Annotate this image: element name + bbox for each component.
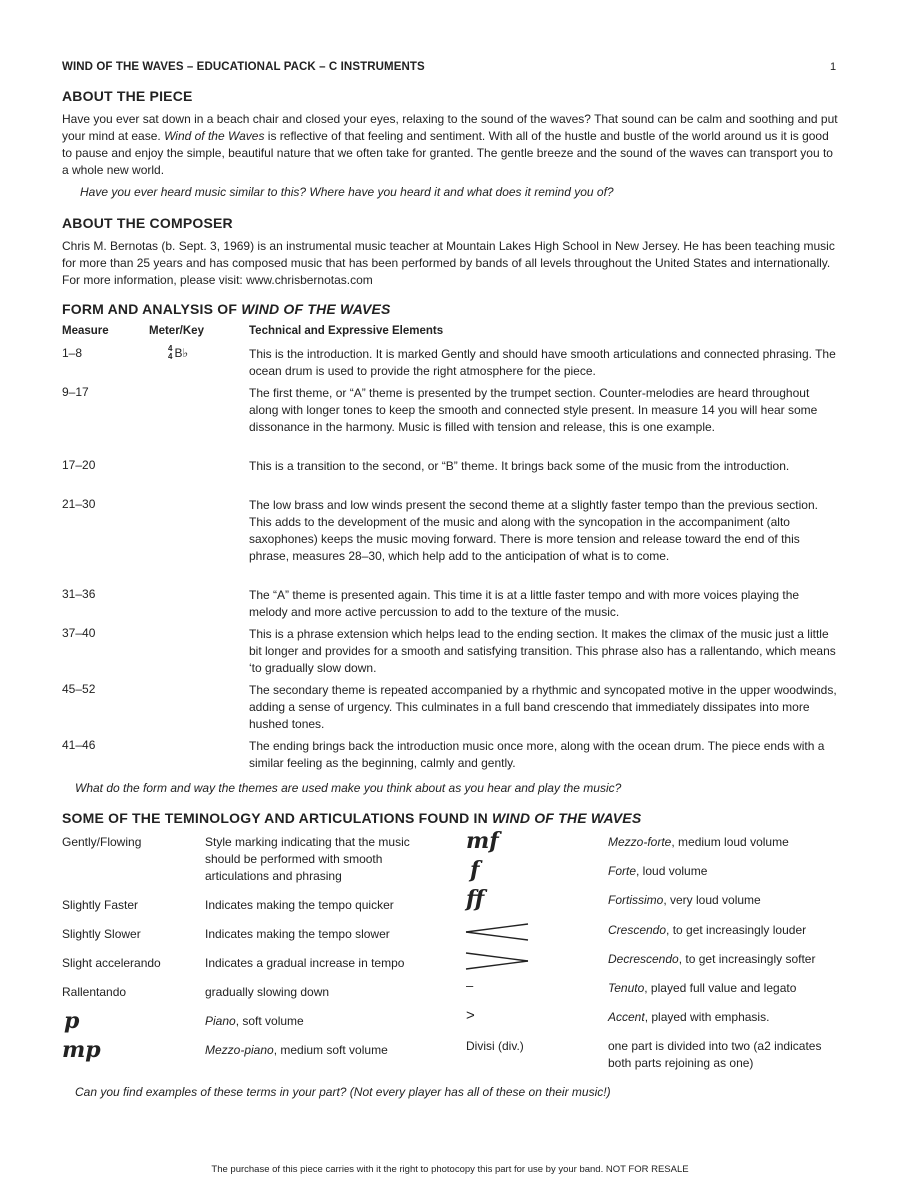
column-header-meter-key: Meter/Key [149, 325, 204, 337]
term-label: Slight accelerando [62, 956, 161, 970]
form-row-measure: 1–8 [62, 346, 83, 360]
terminology-heading-title: WIND OF THE WAVES [492, 810, 642, 826]
term-name-italic: Forte [608, 864, 637, 878]
term-name-italic: Decrescendo [608, 952, 679, 966]
term-name-italic: Fortissimo [608, 893, 664, 907]
form-row-text: The low brass and low winds present the second theme at a slightly faster tempo than the previous section. This adds to the development of the music and along with the syncopation in the accompaniment (alto saxophones) keeps the music moving forward. There is more tension and release toward the end of this phrase, measures 28–30, which help add to the anticipation of what is to come. [249, 498, 818, 563]
decrescendo-hairpin-icon [464, 951, 530, 971]
about-composer-heading: ABOUT THE COMPOSER [62, 215, 233, 231]
form-row-text: This is the introduction. It is marked Gently and should have smooth articulations and connected phrasing. The ocean drum is used to provide the right atmosphere for the piece. [249, 347, 836, 378]
term-label: Gently/Flowing [62, 835, 142, 849]
time-signature-bottom: 4 [168, 352, 173, 361]
time-signature-top: 4 [168, 344, 173, 353]
about-composer-paragraph: Chris M. Bernotas (b. Sept. 3, 1969) is an instrumental music teacher at Mountain Lakes High School in New Jersey. He has been teaching music for more than 25 years and has composed music that has been performed by bands of all levels throughout the United States and internationally. For more information, please visit: www.chrisbernotas.com [62, 239, 835, 287]
accent-symbol: > [466, 1007, 475, 1024]
footer-notice: The purchase of this piece carries with it the right to photocopy this part for use by your band. NOT FOR RESALE [211, 1164, 689, 1175]
column-header-elements: Technical and Expressive Elements [249, 325, 444, 337]
column-header-measure: Measure [62, 325, 109, 337]
term-desc-text: , very loud volume [663, 893, 761, 907]
term-name-italic: Tenuto [608, 981, 645, 995]
about-piece-question: Have you ever heard music similar to this? Where have you heard it and what does it remind you of? [80, 185, 614, 199]
term-name-italic: Mezzo-forte [608, 835, 672, 849]
symbol-description [608, 980, 842, 997]
symbol-description [608, 1009, 842, 1026]
form-row-measure: 45–52 [62, 682, 96, 696]
form-row-text: The secondary theme is repeated accompanied by a rhythmic and syncopated motive in the upper woodwinds, adding a sense of urgency. This culminates in a full band crescendo that immediately dissipates into more hushed tones. [249, 683, 837, 731]
form-row-text: The first theme, or “A” theme is presented by the trumpet section. Counter-melodies are heard throughout along with longer tones to keep the smooth and connected style present. In measure 14 you will hear some dissonance in the harmony. Music is filled with tension and release, this is one example. [249, 386, 818, 434]
form-row-measure: 21–30 [62, 497, 96, 511]
term-name-italic: Crescendo [608, 923, 667, 937]
divisi-term: Divisi (div.) [466, 1039, 524, 1053]
time-signature [168, 345, 172, 361]
form-row-measure: 37–40 [62, 626, 96, 640]
symbol-description [608, 951, 842, 968]
form-row-measure: 17–20 [62, 458, 96, 472]
about-piece-text-a: Have you ever sat down in a beach chair and closed your eyes, relaxing to the sound of the waves? That sound can be calm and soothing and put your mind at ease. [62, 112, 838, 143]
form-analysis-heading [62, 301, 391, 317]
symbol-description [608, 834, 842, 851]
form-question: What do the form and way the themes are used make you think about as you hear and play the music? [75, 781, 622, 795]
about-piece-paragraph [62, 111, 840, 179]
term-desc-text: , to get increasingly softer [678, 952, 816, 966]
term-desc-text: , played with emphasis. [644, 1010, 770, 1024]
about-piece-text-b: is reflective of that feeling and sentiment. With all of the hustle and bustle of the world around us it is good to pause and enjoy the simple, beautiful nature that we often take for granted. The gentle breeze and the sound of the waves can transport you to a whole new world. [62, 129, 833, 177]
term-description: Style marking indicating that the music should be performed with smooth articulations and phrasing [205, 835, 410, 883]
form-row-text: The ending brings back the introduction music once more, along with the ocean drum. The piece ends with a similar feeling as the beginning, calmly and gently. [249, 739, 825, 770]
term-label: Slightly Faster [62, 898, 139, 912]
page-number: 1 [830, 61, 837, 73]
form-row-text: This is a transition to the second, or “B” theme. It brings back some of the music from the introduction. [249, 459, 790, 473]
forte-symbol: f [470, 857, 480, 883]
term-description: Indicates making the tempo quicker [205, 898, 394, 912]
term-description [205, 1013, 415, 1030]
symbol-description [608, 922, 842, 939]
term-desc-text: , soft volume [235, 1014, 304, 1028]
form-row-measure: 9–17 [62, 385, 89, 399]
about-piece-heading: ABOUT THE PIECE [62, 88, 193, 104]
term-name-italic: Piano [205, 1014, 236, 1028]
form-row-text: This is a phrase extension which helps lead to the ending section. It makes the climax of the music just a little bit longer and provides for a smooth and satisfying transition. This phrase also has a rallentando, which means ‘to gradually slow down. [249, 627, 836, 675]
key-signature: B♭ [174, 346, 189, 360]
term-desc-text: , medium loud volume [671, 835, 789, 849]
mezzo-forte-symbol: mf [466, 828, 499, 854]
fortissimo-symbol: ff [466, 886, 485, 912]
form-heading-text: FORM AND ANALYSIS OF [62, 301, 242, 317]
terminology-question: Can you find examples of these terms in your part? (Not every player has all of these on their music!) [75, 1085, 611, 1099]
term-desc-text: , medium soft volume [273, 1043, 388, 1057]
piece-title-italic: Wind of the Waves [164, 129, 265, 143]
term-desc-text: , played full value and legato [644, 981, 797, 995]
term-description [205, 1042, 415, 1059]
piano-symbol: p [64, 1008, 80, 1034]
term-name-italic: Accent [608, 1010, 645, 1024]
symbol-description [608, 892, 842, 909]
document-header-title: WIND OF THE WAVES – EDUCATIONAL PACK – C INSTRUMENTS [62, 61, 425, 73]
terminology-heading [62, 810, 641, 826]
crescendo-hairpin-icon [464, 922, 530, 942]
term-desc-text: , to get increasingly louder [666, 923, 807, 937]
term-description: gradually slowing down [205, 985, 330, 999]
symbol-description [608, 863, 842, 880]
form-heading-title: WIND OF THE WAVES [241, 301, 391, 317]
form-row-measure: 31–36 [62, 587, 96, 601]
terminology-heading-text: SOME OF THE TEMINOLOGY AND ARTICULATIONS FOUND IN [62, 810, 492, 826]
term-label: Rallentando [62, 985, 127, 999]
term-description: Indicates a gradual increase in tempo [205, 956, 405, 970]
term-label: Slightly Slower [62, 927, 141, 941]
term-desc-text: , loud volume [636, 864, 708, 878]
form-row-measure: 41–46 [62, 738, 96, 752]
symbol-description: one part is divided into two (a2 indicates both parts rejoining as one) [608, 1039, 822, 1070]
tenuto-symbol: – [466, 978, 474, 993]
term-name-italic: Mezzo-piano [205, 1043, 274, 1057]
time-signature-key [168, 345, 188, 361]
form-row-text: The “A” theme is presented again. This time it is at a little faster tempo and with more voices playing the melody and more active percussion to add to the texture of the music. [249, 588, 800, 619]
term-description: Indicates making the tempo slower [205, 927, 390, 941]
mezzo-piano-symbol: mp [62, 1037, 101, 1063]
